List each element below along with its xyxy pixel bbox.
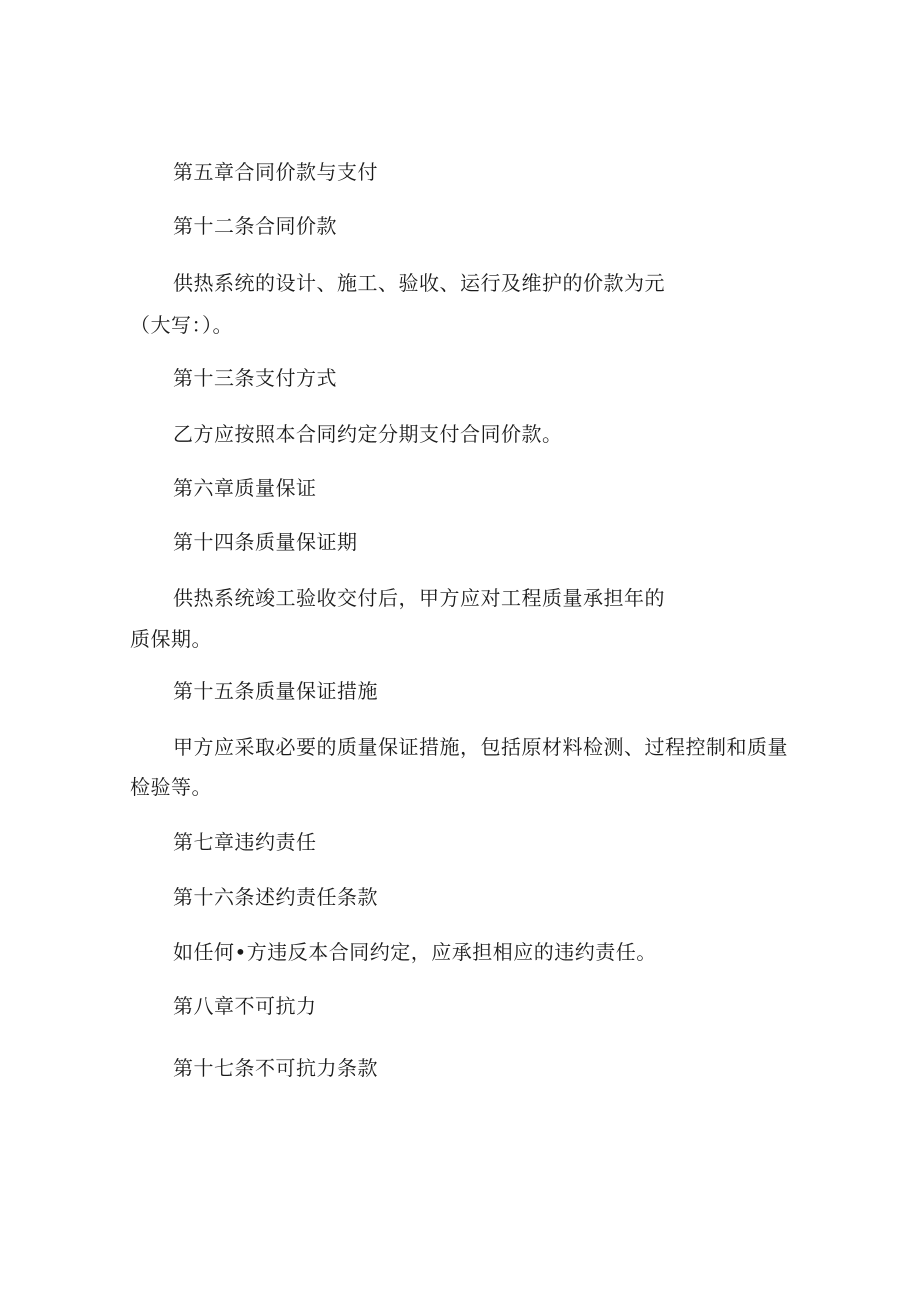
- chapter-7-heading: 第七章违约责任: [173, 830, 317, 854]
- article-16-body: 如任何•方违反本合同约定，应承担相应的违约责任。: [173, 940, 657, 964]
- article-15-heading: 第十五条质量保证措施: [173, 679, 378, 703]
- chapter-8-heading: 第八章不可抗力: [173, 994, 317, 1018]
- chapter-6-heading: 第六章质量保证: [173, 476, 317, 500]
- article-13-body: 乙方应按照本合同约定分期支付合同价款。: [173, 422, 563, 446]
- article-13-heading: 第十三条支付方式: [173, 366, 337, 390]
- article-15-body-line-1: 甲方应采取必要的质量保证措施，包括原材料检测、过程控制和质量: [173, 735, 788, 759]
- article-14-body-line-2: 质保期。: [130, 627, 212, 651]
- chapter-5-heading: 第五章合同价款与支付: [173, 160, 378, 184]
- article-16-heading: 第十六条述约责任条款: [173, 885, 378, 909]
- article-17-heading: 第十七条不可抗力条款: [173, 1056, 378, 1080]
- article-12-heading: 第十二条合同价款: [173, 214, 337, 238]
- article-12-body-line-1: 供热系统的设计、施工、验收、运行及维护的价款为元: [173, 271, 665, 295]
- article-14-body-line-1: 供热系统竣工验收交付后，甲方应对工程质量承担年的: [173, 586, 665, 610]
- article-12-body-line-2: （大写：）。: [130, 313, 233, 337]
- article-14-heading: 第十四条质量保证期: [173, 530, 358, 554]
- article-15-body-line-2: 检验等。: [130, 775, 212, 799]
